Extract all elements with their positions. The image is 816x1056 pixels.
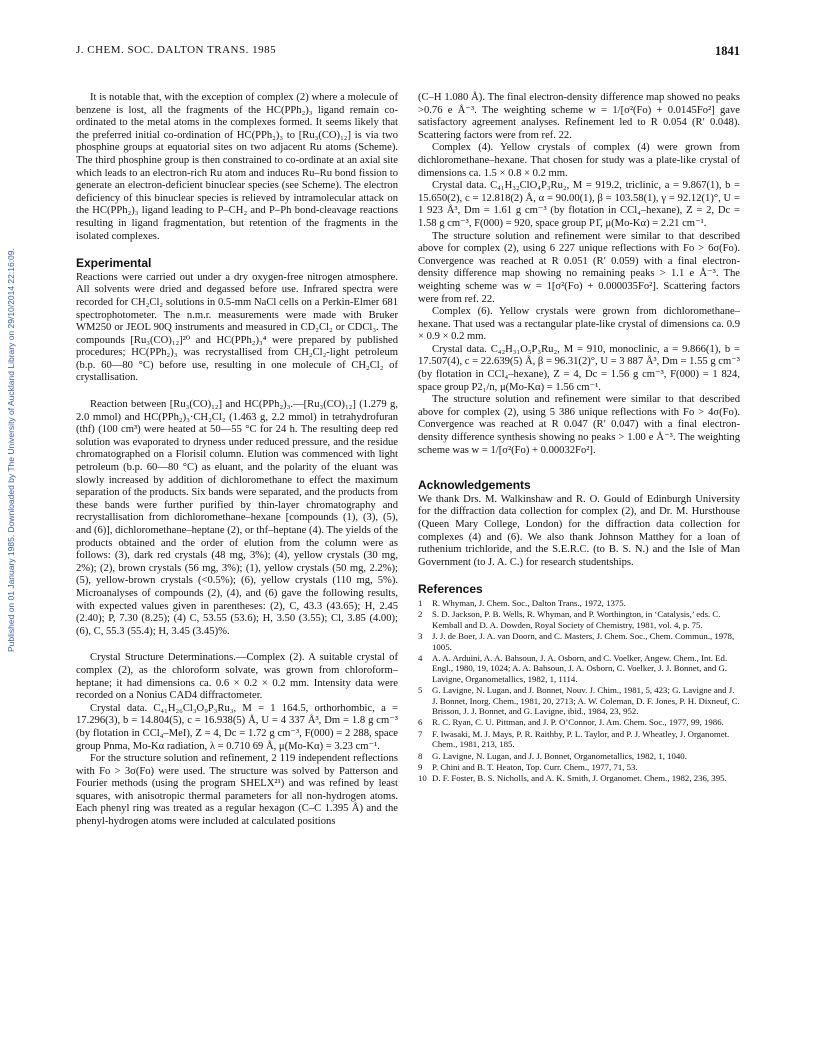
refinement-continuation: (C–H 1.080 Å). The final electron-density difference map showed no peaks >0.76 e Å⁻³. The weighting scheme w = 1/[σ²(Fo) + 0.0145Fo²] gave satisfactory agreement analyses. Refinement led to R 0.054 (R′ 0.048). Scattering factors were from ref. 22.	[418, 92, 740, 141]
reference-number: 6	[418, 717, 423, 728]
reference-list	[418, 598, 740, 784]
reference-text: S. D. Jackson, P. B. Wells, R. Whyman, and P. Worthington, in ‘Catalysis,’ eds. C. Kemball and D. A. Dowden, Royal Society of Chemistry, 1981, vol. 4, p. 75.	[432, 609, 721, 630]
crystal-structure-paragraph: Crystal Structure Determinations.—Complex (2). A suitable crystal of complex (2), as the chloroform solvate, was grown from chloroform–heptane; it had dimensions ca. 0.6 × 0.2 × 0.2 mm. Intensity data were recorded on a Nonius CAD4 diffractometer.	[76, 652, 398, 702]
reference-number: 10	[418, 773, 427, 784]
page-number: 1841	[715, 44, 740, 58]
reference-text: D. F. Foster, B. S. Nicholls, and A. K. Smith, J. Organomet. Chem., 1982, 236, 395.	[432, 773, 727, 784]
reference-number: 4	[418, 653, 423, 663]
reference-item	[418, 762, 740, 772]
left-column	[76, 92, 398, 829]
page-header	[76, 44, 740, 62]
reference-text: R. Whyman, J. Chem. Soc., Dalton Trans., 1972, 1375.	[432, 597, 626, 608]
acknowledgements-text: We thank Drs. M. Walkinshaw and R. O. Gould of Edinburgh University for the diffraction data collection for complex (2), and Dr. M. Hursthouse (Queen Mary College, London) for the diffraction data collection for complexes (4) and (6). We also thank Johnson Matthey for a loan of ruthenium trichloride, and the S.E.R.C. (to B. S. N.) and the Isle of Man Government (to J. A. C.) for research studentships.	[418, 493, 740, 568]
complex-6-paragraph: Complex (6). Yellow crystals were grown from dichloromethane–hexane. That used was a rectangular plate-like crystal of dimensions ca. 0.9 × 0.9 × 0.2 mm.	[418, 306, 740, 343]
experimental-paragraph: Reactions were carried out under a dry oxygen-free nitrogen atmosphere. All solvents were dried and degassed before use. Infrared spectra were recorded for CH₂Cl₂ solutions in 0.5-mm NaCl cells on a Perkin-Elmer 681 spectrophotometer. The n.m.r. measurements were made with Bruker WM250 or JEOL 90Q instruments and measured in CD₂Cl₂ or CDCl₃. The compounds [Ru₃(CO)₁₂]²⁰ and HC(PPh₂)₃⁴ were prepared by published procedures; HC(PPh₂)₃ was recrystallised from CH₂Cl₂-light petroleum (b.p. 60—80 °C) before use, resulting in one molecule of CH₂Cl₂ of crystallisation.	[76, 271, 398, 384]
reference-item	[418, 653, 740, 684]
discussion-paragraph: It is notable that, with the exception of complex (2) where a molecule of benzene is lost, all the fragments of the HC(PPh₂)₃ ligand remain co-ordinated to the metal atoms in the complexes formed. It seems likely that the preferred initial co-ordination of HC(PPh₂)₃ to [Ru₃(CO)₁₂] is via two phosphine groups at equatorial sites on two adjacent Ru atoms (Scheme). The third phosphine group is then constrained to co-ordinate at an axial site which leads to an electron-rich Ru atom and induces Ru–Ru bond fission to generate an electron-deficient binuclear species (see Scheme). The electron deficiency of this binuclear species is relieved by intramolecular attack on the HC(PPh₂)₃ ligand leading to P–CH₂ and P–Ph bond-cleavage reactions resulting in ligand fragmentation, but retention of the fragments in the isolated complexes.	[76, 92, 398, 242]
reference-number: 1	[418, 597, 423, 608]
reference-text: G. Lavigne, N. Lugan, and J. Bonnet, Nouv. J. Chim., 1981, 5, 423; G. Lavigne and J. J. Bonnet, Inorg. Chem., 1981, 20, 2713; A. W. Coleman, D. F. Jones, P. H. Dixneuf, C. Brisson, J. J. Bonnet, and G. Lavigne, ibid., 1984, 23, 952.	[432, 685, 740, 717]
reference-item	[418, 729, 740, 750]
reference-text: J. J. de Boer, J. A. van Doorn, and C. Masters, J. Chem. Soc., Chem. Commun., 1978, 1005.	[432, 631, 735, 652]
reference-item	[418, 751, 740, 761]
experimental-heading: Experimental	[76, 256, 152, 271]
reference-number: 2	[418, 609, 423, 620]
references-heading: References	[418, 582, 483, 597]
complex-4-paragraph: Complex (4). Yellow crystals of complex (4) were grown from dichloromethane–hexane. That chosen for study was a plate-like crystal of dimensions ca. 1.5 × 0.8 × 0.2 mm.	[418, 142, 740, 179]
acknowledgements-heading: Acknowledgements	[418, 478, 531, 493]
crystal-data-complex-2: Crystal data. C₄₁H₂₆Cl₃O₉P₃Ru₃, M = 1 164.5, orthorhombic, a = 17.296(3), b = 14.804(5), c = 16.938(5) Å, U = 4 337 Å³, Dm = 1.8 g cm⁻³ (by flotation in CCl₄–MeI), Z = 4, Dc = 1.72 g cm⁻³, F(000) = 2 288, space group Pnma, Mo-Kα radiation, λ = 0.710 69 Å, μ(Mo-Kα) = 3.23 cm⁻¹.	[76, 702, 398, 752]
crystal-data-complex-4: Crystal data. C₄₁H₃₂ClO₄P₃Ru₂, M = 919.2, triclinic, a = 9.867(1), b = 15.650(2), c = 12.818(2) Å, α = 90.00(1), β = 103.58(1), γ = 92.12(1)°, U = 1 923 Å³, Dm = 1.61 g cm⁻³ (by flotation in CCl₄–hexane), Z = 2, Dc = 1.58 g cm⁻³, F(000) = 920, space group P1̄, μ(Mo-Kα) = 2.21 cm⁻¹.	[418, 180, 740, 229]
reference-text: A. A. Arduini, A. A. Bahsoun, J. A. Osborn, and C. Voelker, Angew. Chem., Int. Ed. Engl., 1980, 19, 1024; A. A. Bahsoun, J. A. Osborn, C. Voelker, J. J. Bonnet, and G. Lavigne, Organometallics, 1982, 1, 1114.	[432, 653, 728, 684]
reference-number: 5	[418, 685, 423, 696]
reference-number: 7	[418, 728, 423, 739]
reaction-paragraph: Reaction between [Ru₃(CO)₁₂] and HC(PPh₂)₃.—[Ru₃(CO)₁₂] (1.279 g, 2.0 mmol) and HC(PPh₂)₃·CH₂Cl₂ (1.463 g, 2.2 mmol) in tetrahydrofuran (thf) (100 cm³) were heated at 50—55 °C for 24 h. The resulting deep red solution was evaporated to dryness under reduced pressure, and the residue chromatographed on a Florisil column. Elution was commenced with light petroleum (b.p. 60—80 °C) as eluant, and the polarity of the eluant was slowly increased by addition of dichloromethane to effect the maximum separation of the products. Six bands were separated, and the products from these bands were further purified by thin-layer chromatography and recrystallisation from dichloromethane–hexane [compounds (1), (3), (5), and (6)], dichloromethane–heptane (2), or thf–heptane (4). The yields of the products obtained and the order of elution from the column were as follows: (3), dark red crystals (48 mg, 3%); (4), yellow crystals (30 mg, 2%); (2), brown crystals (56 mg, 3%); (1), yellow crystals (50 mg, 2.2%); (5), yellow-brown crystals (<0.5%); (6), yellow crystals (110 mg, 5%). Microanalyses of compounds (2), (4), and (6) gave the following results, with expected values given in parentheses: (2), C, 43.3 (43.65); H, 2.45 (2.40); P, 7.30 (8.25); (4) C, 53.55 (53.6); H, 3.50 (3.55); Cl, 3.85 (4.00); (6), C, 55.3 (55.4); H, 3.45 (3.45)%.	[76, 399, 398, 637]
reference-item	[418, 631, 740, 652]
reference-number: 8	[418, 750, 423, 761]
crystal-data-complex-6: Crystal data. C₄₂H₃₁O₅P₃Ru₂, M = 910, monoclinic, a = 9.866(1), b = 17.507(4), c = 22.639(5) Å, β = 96.31(2)°, U = 3 887 Å³, Dm = 1.55 g cm⁻³ (by flotation in CCl₄–hexane), Z = 4, Dc = 1.56 g cm⁻³, F(000) = 1 824, space group P2₁/n, μ(Mo-Kα) = 1.56 cm⁻¹.	[418, 343, 740, 393]
right-column	[418, 92, 740, 785]
structure-solution-complex-2: For the structure solution and refinement, 2 119 independent reflections with Fo > 3σ(Fo) were used. The structure was solved by Patterson and Fourier methods (using the program SHELX²¹) and was refined by least squares, with anisotropic thermal parameters for all non-hydrogen atoms. Each phenyl ring was treated as a regular hexagon (C–C 1.395 Å) and the phenyl-hydrogen atoms were included at calculated positions	[76, 753, 398, 828]
reference-item	[418, 685, 740, 716]
journal-running-title: J. CHEM. SOC. DALTON TRANS. 1985	[76, 44, 277, 56]
reference-item	[418, 609, 740, 630]
structure-solution-complex-4: The structure solution and refinement were similar to that described above for complex (2), using 6 227 unique reflections with Fo > 6σ(Fo). Convergence was reached at R 0.051 (R′ 0.059) with a final electron-density difference map showing no remaining peaks > 1.1 e Å⁻³. The weighting scheme was w = 1[σ²(Fo) + 0.000035Fo²]. Scattering factors were from ref. 22.	[418, 230, 740, 305]
reference-number: 9	[418, 762, 423, 773]
reference-text: G. Lavigne, N. Lugan, and J. J. Bonnet, Organometallics, 1982, 1, 1040.	[432, 750, 687, 761]
reference-text: R. C. Ryan, C. U. Pittman, and J. P. O’Connor, J. Am. Chem. Soc., 1977, 99, 1986.	[432, 717, 724, 728]
reference-item	[418, 773, 740, 783]
reference-text: F. Iwasaki, M. J. Mays, P. R. Raithby, P. L. Taylor, and P. J. Wheatley, J. Organomet. Chem., 1981, 213, 185.	[432, 728, 730, 750]
structure-solution-complex-6: The structure solution and refinement were similar to that described above for complex (2), using 5 386 unique reflections with Fo > 4σ(Fo). Convergence was reached at R 0.047 (R′ 0.047) with a final electron-density difference synthesis showing no peaks > 1.00 e Å⁻³. The weighting scheme was w = 1/[σ²(Fo) + 0.00032Fo²].	[418, 394, 740, 456]
download-notice[interactable]: Published on 01 January 1985. Downloaded by The University of Auckland Library on 29/10/2014 22:16:09.	[6, 248, 16, 652]
reference-number: 3	[418, 631, 423, 642]
reference-item	[418, 598, 740, 608]
reference-text: P. Chini and B. T. Heaton, Top. Curr. Chem., 1977, 71, 53.	[432, 762, 638, 773]
reference-item	[418, 717, 740, 727]
